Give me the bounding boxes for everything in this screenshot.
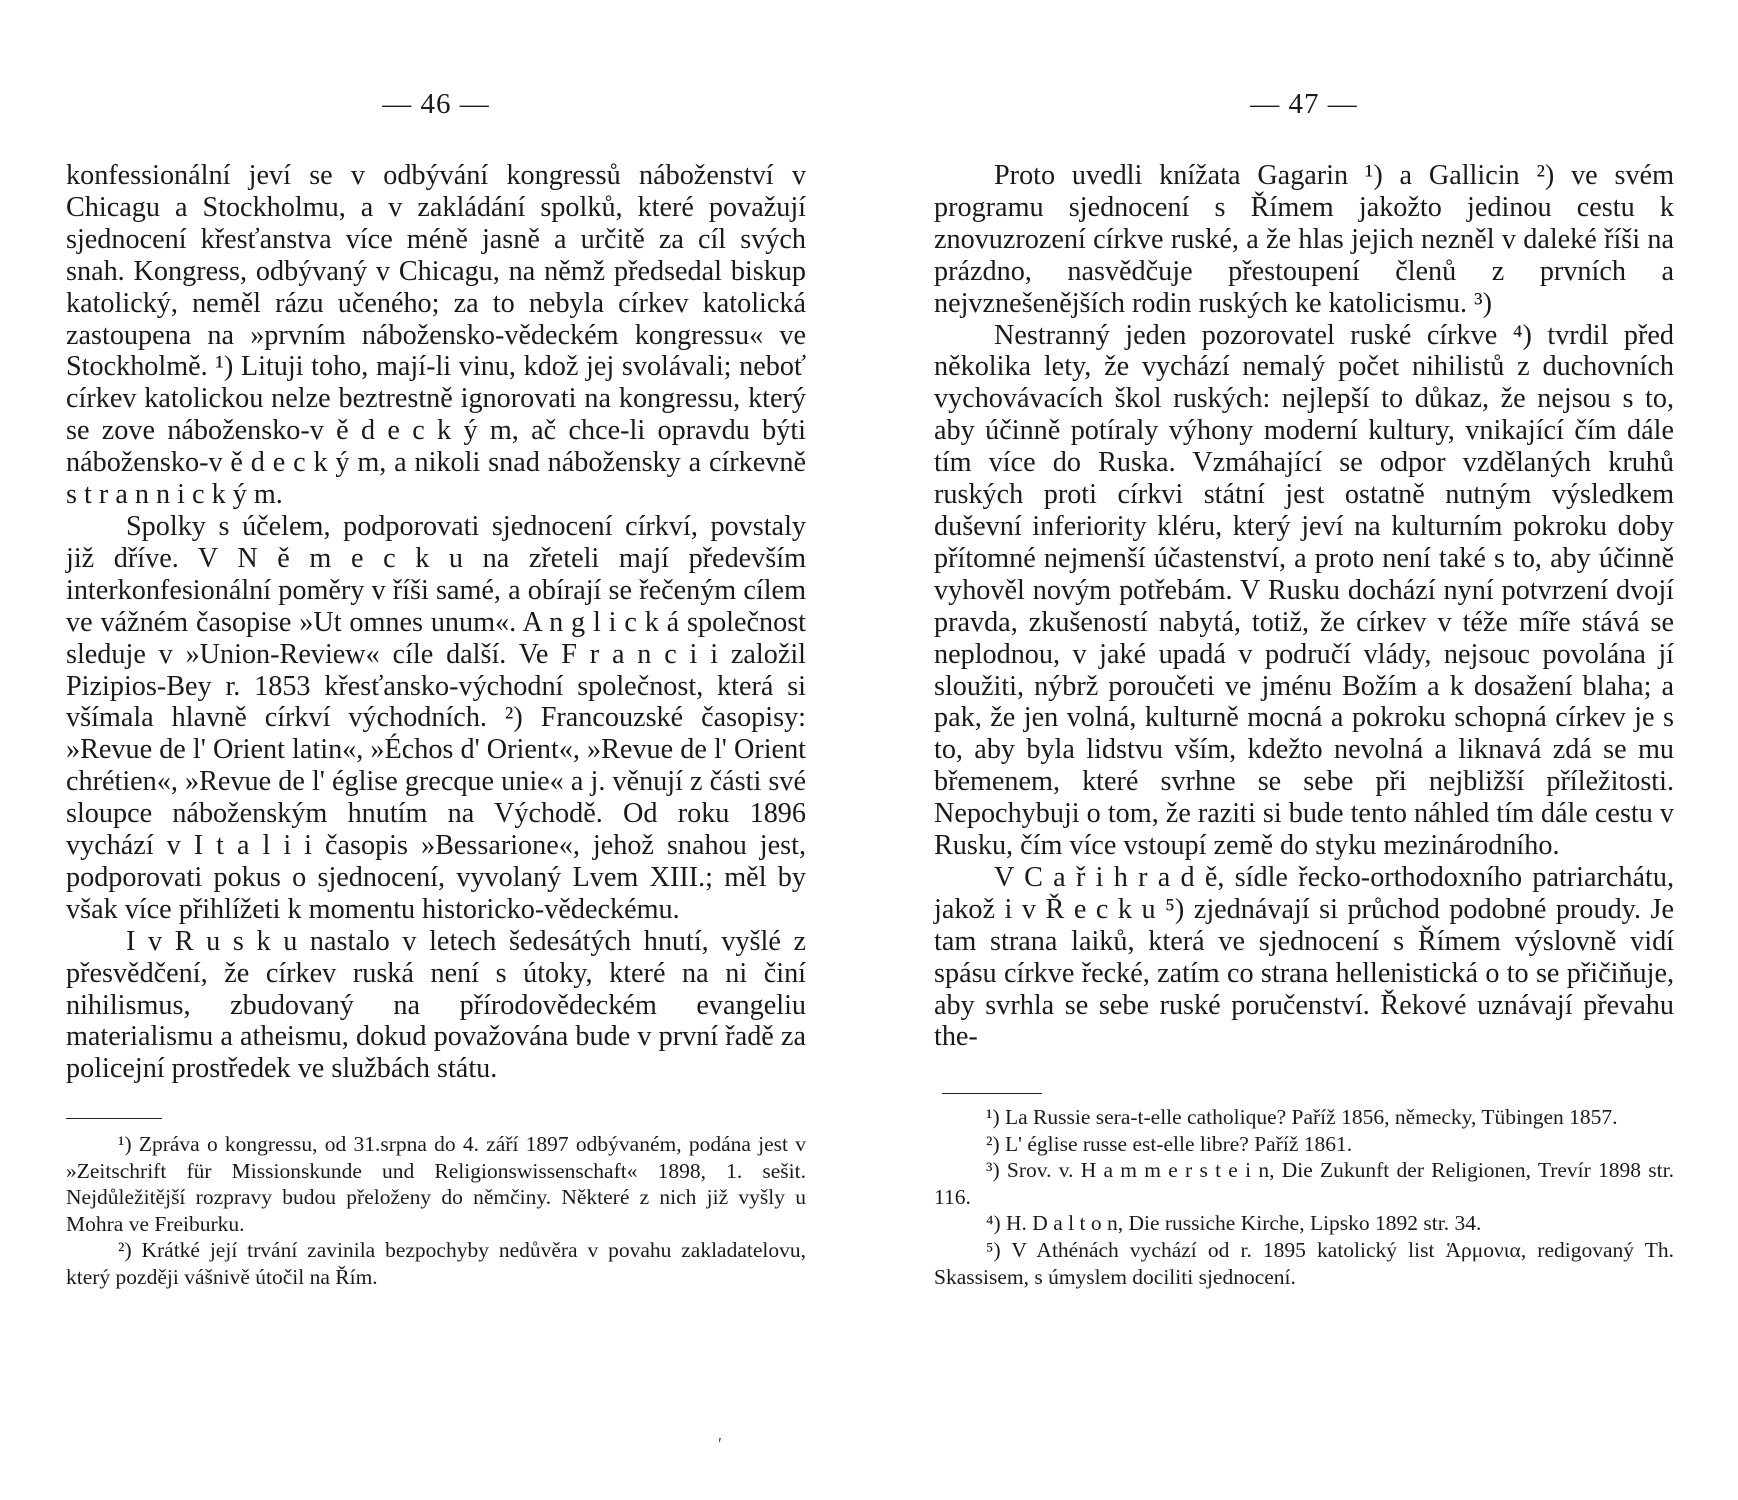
page-number-left: — 46 —	[382, 88, 490, 120]
page-number-right: — 47 —	[1250, 88, 1358, 120]
paragraph: V C a ř i h r a d ě, sídle řecko-orthodoxního patriarchátu, jakož i v Ř e c k u ⁵) zjednávají si průchod podobné proudy. Je tam strana laiků, která ve sjednocení s Římem výslovně vidí spásu církve řecké, zatím co strana hellenistická o to se přičiňuje, aby svrhla se sebe ruské poručenství. Řekové uznávají převahu the-	[934, 861, 1674, 1053]
scan-speck: ′	[718, 1434, 722, 1454]
footnote: ¹) La Russie sera-t-elle catholique? Paříž 1856, německy, Tübingen 1857.	[986, 1105, 1618, 1129]
footnote: ⁴) H. D a l t o n, Die russiche Kirche, Lipsko 1892 str. 34.	[986, 1211, 1482, 1236]
paragraph: Spolky s účelem, podporovati sjednocení církví, povstaly již dříve. V N ě m e c k u na zřeteli mají především interkonfesionální poměry v říši samé, a obírají se řečeným cílem ve vážném časopise »Ut omnes unum«. A n g l i c k á společnost sleduje v »Union-Review« cíle další. Ve F r a n c i i založil Pizipios-Bey r. 1853 křesťansko-východní společnost, která si všímala hlavně církví východních. ²) Francouzské časopisy: »Revue de l' Orient latin«, »Échos d' Orient«, »Revue de l' Orient chrétien«, »Revue de l' église grecque unie« a j. věnují z části své sloupce náboženským hnutím na Východě. Od roku 1896 vychází v I t a l i i časopis »Bessarione«, jehož snahou jest, podporovati pokus o sjednocení, vyvolaný Lvem XIII.; měl by však více přihlížeti k momentu historicko-vědeckému.	[66, 510, 806, 925]
footnote: ¹) Zpráva o kongressu, od 31.srpna do 4. září 1897 odbývaném, podána jest v »Zeitschrift für Missionskunde und Religionswissenschaft« 1898, 1. sešit. Nejdůležitější rozpravy budou přeloženy do němčiny. Některé z nich již vyšly u Mohra ve Freiburku.	[66, 1132, 806, 1236]
footnote: ²) L' église russe est-elle libre? Paříž 1861.	[986, 1131, 1353, 1156]
left-body-text	[66, 160, 806, 1085]
left-footnotes	[66, 1131, 806, 1291]
footnote-rule	[942, 1093, 1042, 1094]
paragraph: I v R u s k u nastalo v letech šedesátých hnutí, vyšlé z přesvědčení, že církev ruská není s útoky, které na ni činí nihilismus, zbudovaný na přírodovědeckém evangeliu materialismu a atheismu, dokud považována bude v první řadě za policejní prostředek ve službách státu.	[66, 925, 806, 1085]
paragraph: Nestranný jeden pozorovatel ruské církve ⁴) tvrdil před několika lety, že vychází nemalý počet nihilistů z duchovních vychovávacích škol ruských: nejlepší to důkaz, že nejsou s to, aby účinně potíraly výhony moderní kultury, vnikající čím dále tím více do Ruska. Vzmáhající se odpor vzdělaných kruhů ruských proti církvi státní jest ostatně nutným výsledkem duševní inferiority kléru, který jeví na kulturním pokroku doby přítomné nejmenší účastenství, a proto není také s to, aby účinně vyhověl novým potřebám. V Rusku dochází nyní potvrzení dvojí pravda, zkušeností nabytá, totiž, že církev v téže míře stává se neplodnou, v jaké upadá v područí vlády, nejsouc povolána jí sloužiti, nýbrž poroučeti ve jménu Božím a k dosažení blaha; a pak, že jen volná, kulturně mocná a pokroku schopná církev je s to, aby byla lidstvu vším, kdežto nevolná a liknavá zdá se mu břemenem, které svrhne se sebe při nejbližší příležitosti. Nepochybuji o tom, že raziti si bude tento náhled tím dále cestu v Rusku, čím více vstoupí země do styku mezinárodního.	[934, 319, 1674, 862]
right-footnotes	[934, 1104, 1674, 1290]
footnote: ³) Srov. v. H a m m e r s t e i n, Die Zukunft der Religionen, Trevír 1898 str. 116.	[934, 1158, 1674, 1209]
paragraph: Proto uvedli knížata Gagarin ¹) a Gallicin ²) ve svém programu sjednocení s Římem jakožto jedinou cestu k znovuzrození církve ruské, a že hlas jejich nezněl v daleké říši na prázdno, nasvědčuje přestoupení členů z prvních a nejvznešenějších rodin ruských ke katolicismu. ³)	[934, 160, 1674, 319]
footnote: ²) Krátké její trvání zavinila bezpochyby nedůvěra v povahu zakladatelovu, který později vášnivě útočil na Řím.	[66, 1238, 806, 1289]
right-body-text	[934, 160, 1674, 1053]
paragraph: konfessionální jeví se v odbývání kongressů náboženství v Chicagu a Stockholmu, a v zakládání spolků, které považují sjednocení křesťanstva více méně jasně a určitě za cíl svých snah. Kongress, odbývaný v Chicagu, na němž předsedal biskup katolický, neměl rázu učeného; za to nebyla církev katolická zastoupena na »prvním nábožensko-vědeckém kongressu« ve Stockholmě. ¹) Lituji toho, mají-li vinu, kdož jej svolávali; neboť církev katolickou nelze beztrestně ignorovati na kongressu, který se zove nábožensko-v ě d e c k ý m, ač chce-li opravdu býti nábožensko-v ě d e c k ý m, a nikoli snad nábožensky a církevně s t r a n n i c k ý m.	[66, 160, 806, 511]
footnote-rule	[66, 1118, 162, 1119]
footnote: ⁵) V Athénách vychází od r. 1895 katolický list Ἁρμονια, redigovaný Th. Skassisem, s úmyslem dociliti sjednocení.	[934, 1237, 1674, 1289]
